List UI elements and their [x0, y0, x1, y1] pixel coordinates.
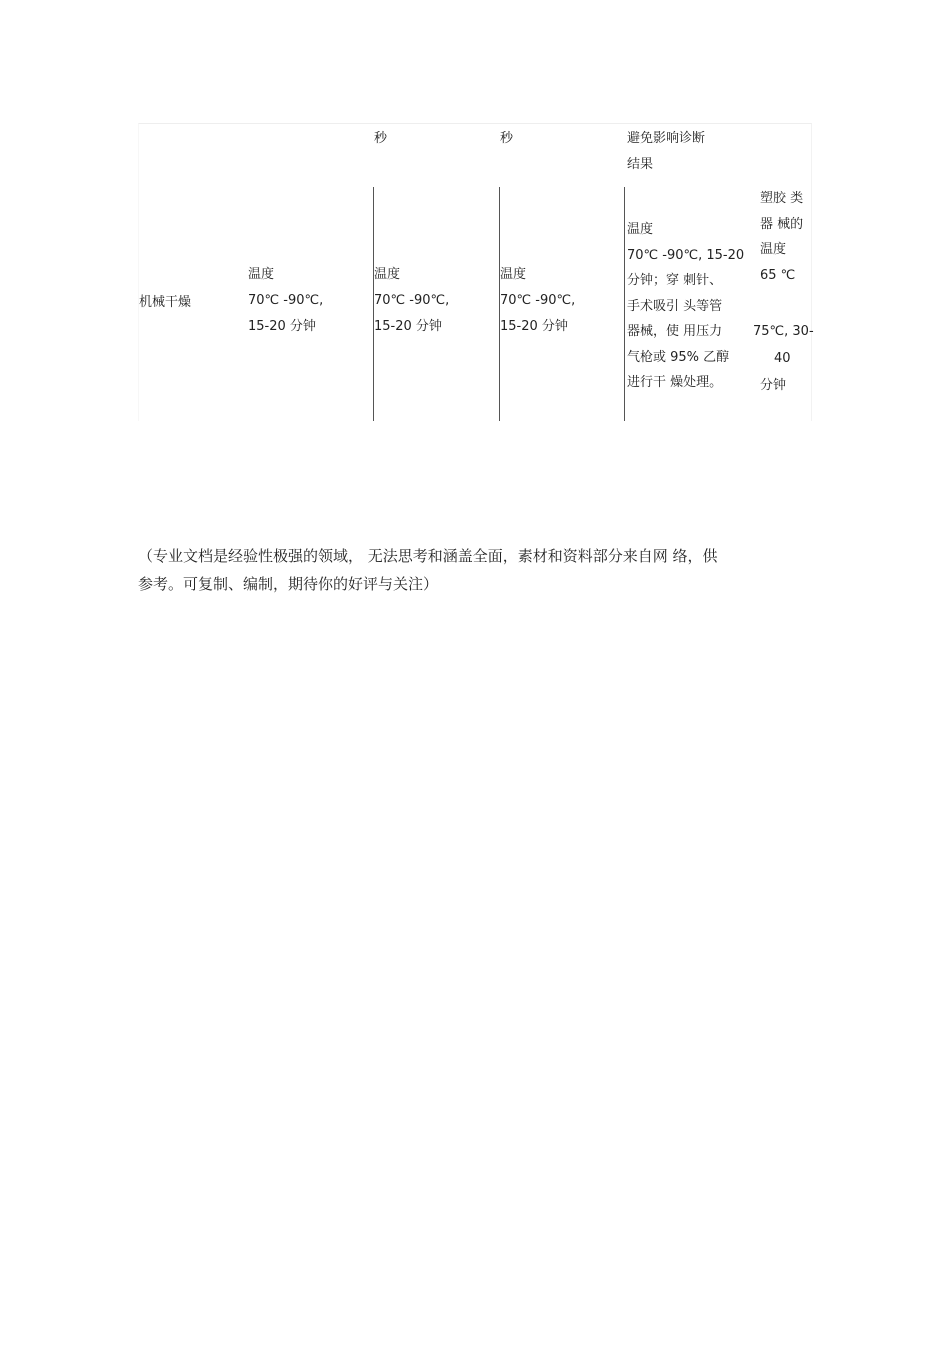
prev-row-col4: 秒 — [500, 131, 514, 146]
column-divider — [624, 187, 625, 421]
procedure-table — [138, 123, 812, 421]
drying-row-col3: 温度 70℃ -90℃, 15-20 分钟 — [374, 267, 450, 334]
drying-row-col2: 温度 70℃ -90℃, 15-20 分钟 — [248, 267, 324, 334]
drying-row-label: 机械干燥 — [139, 295, 192, 310]
prev-row-col3: 秒 — [374, 131, 388, 146]
drying-row-col6-bottom: 75℃, 30- 40 分钟 — [753, 324, 814, 393]
prev-row-col5: 避免影响诊断 结果 — [627, 131, 706, 172]
drying-row-col5: 温度 70℃ -90℃, 15-20 分钟；穿 刺针、 手术吸引 头等管 器械，使 用压力 气枪或 95% 乙醇 进行干 燥处理。 — [627, 222, 745, 390]
disclaimer-note: （专业文档是经验性极强的领域， 无法思考和涵盖全面，素材和资料部分来自网 络，供 参考。可复制、编制，期待你的好评与关注） — [138, 547, 718, 593]
drying-row-col4: 温度 70℃ -90℃, 15-20 分钟 — [500, 267, 576, 334]
drying-row-col6-top: 塑胶 类 器 械的 温度 65 ℃ — [760, 191, 804, 283]
